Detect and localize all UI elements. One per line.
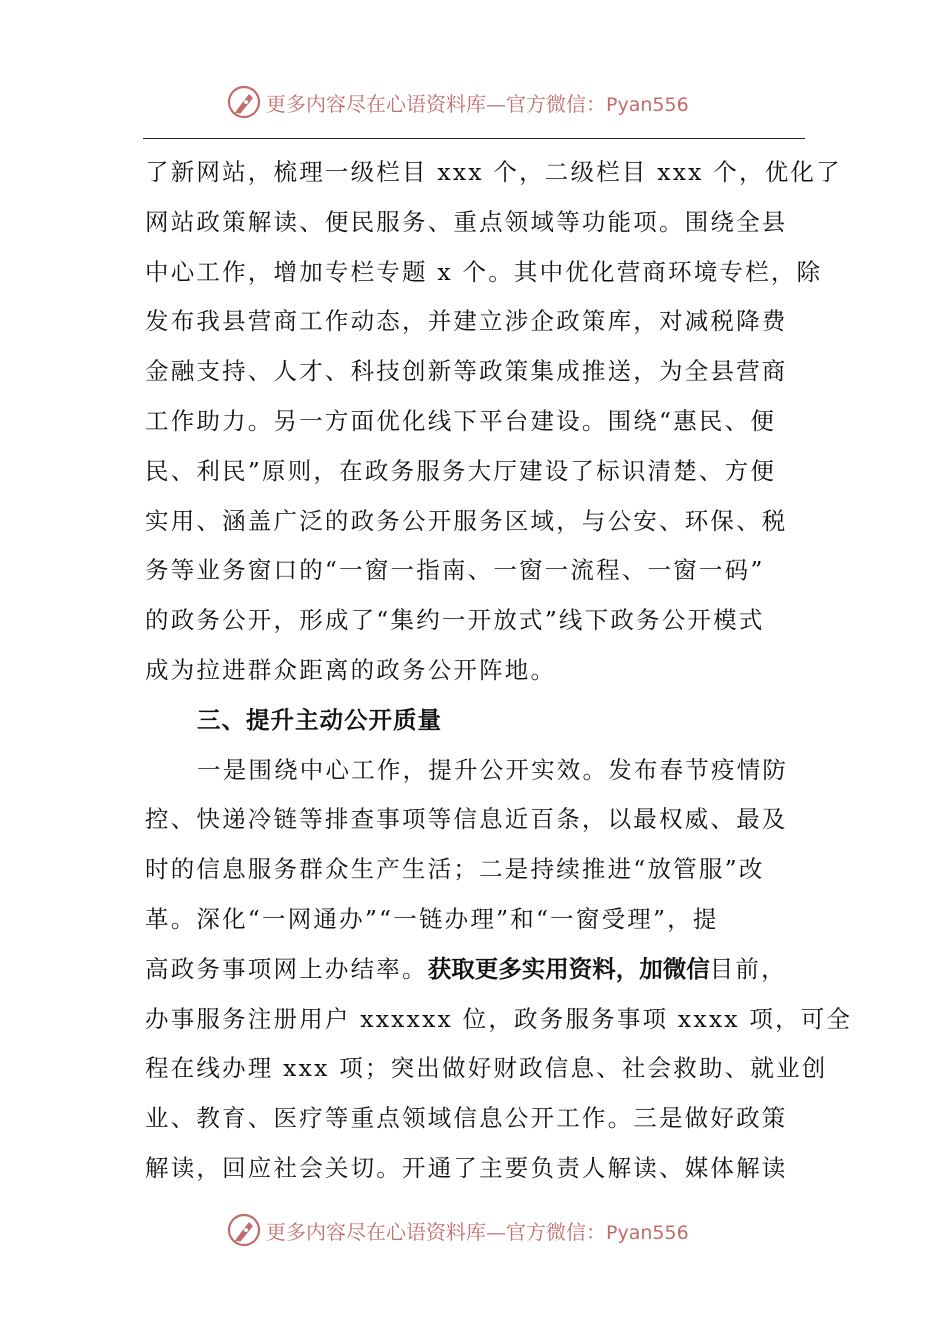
footer-watermark <box>0 1208 950 1252</box>
text-line: 实用、涵盖广泛的政务公开服务区域，与公安、环保、税 <box>145 506 788 535</box>
text-line: 民、利民”原则，在政务服务大厅建设了标识清楚、方便 <box>145 456 777 485</box>
text-line: 网站政策解读、便民服务、重点领域等功能项。围绕全县 <box>145 207 788 236</box>
text-line: 时的信息服务群众生产生活；二是持续推进“放管服”改 <box>145 855 765 884</box>
wechat-id: Pyan556 <box>606 93 689 116</box>
text-line-with-promo <box>145 945 825 995</box>
text-line: 革。深化“一网通办”“一链办理”和“一窗受理”，提 <box>145 904 719 933</box>
text-line: 程在线办理 xxx 项；突出做好财政信息、社会救助、就业创 <box>145 1054 828 1083</box>
text-line: 发布我县营商工作动态，并建立涉企政策库，对减税降费 <box>145 307 788 336</box>
document-body <box>145 148 853 1194</box>
text-line: 控、快递冷链等排查事项等信息近百条，以最权威、最及 <box>145 805 788 834</box>
section-heading: 三、提升主动公开质量 <box>197 705 442 734</box>
watermark-content <box>226 1212 689 1248</box>
text-line: 办事服务注册用户 xxxxxx 位，政务服务事项 xxxx 项，可全 <box>145 1004 853 1033</box>
text-line: 工作助力。另一方面优化线下平台建设。围绕“惠民、便 <box>145 406 777 435</box>
pen-nib-logo-icon <box>226 84 262 120</box>
watermark-content <box>226 84 689 120</box>
watermark-text: 更多内容尽在心语资料库—官方微信：Pyan556 <box>266 91 689 116</box>
wechat-id: Pyan556 <box>606 1221 689 1244</box>
promo-text: 获取更多实用资料，加微信 <box>427 954 710 983</box>
text-line: 解读，回应社会关切。开通了主要负责人解读、媒体解读 <box>145 1153 788 1182</box>
text-segment: 高政务事项网上办结率。 <box>145 954 428 983</box>
text-line: 务等业务窗口的“一窗一指南、一窗一流程、一窗一码” <box>145 556 765 585</box>
pen-nib-logo-icon <box>226 1212 262 1248</box>
text-line: 金融支持、人才、科技创新等政策集成推送，为全县营商 <box>145 357 788 386</box>
header-watermark <box>0 80 950 124</box>
watermark-text: 更多内容尽在心语资料库—官方微信：Pyan556 <box>266 1219 689 1244</box>
text-line: 了新网站，梳理一级栏目 xxx 个，二级栏目 xxx 个，优化了 <box>145 158 842 186</box>
text-line: 中心工作，增加专栏专题 x 个。其中优化营商环境专栏，除 <box>145 257 823 286</box>
text-line: 业、教育、医疗等重点领域信息公开工作。三是做好政策 <box>145 1104 788 1133</box>
text-line: 的政务公开，形成了“集约一开放式”线下政务公开模式 <box>145 606 765 635</box>
text-segment: 目前， <box>709 954 787 983</box>
text-line: 一是围绕中心工作，提升公开实效。发布春节疫情防 <box>197 755 789 784</box>
header-divider <box>143 138 805 139</box>
text-line: 成为拉进群众距离的政务公开阵地。 <box>145 655 557 684</box>
